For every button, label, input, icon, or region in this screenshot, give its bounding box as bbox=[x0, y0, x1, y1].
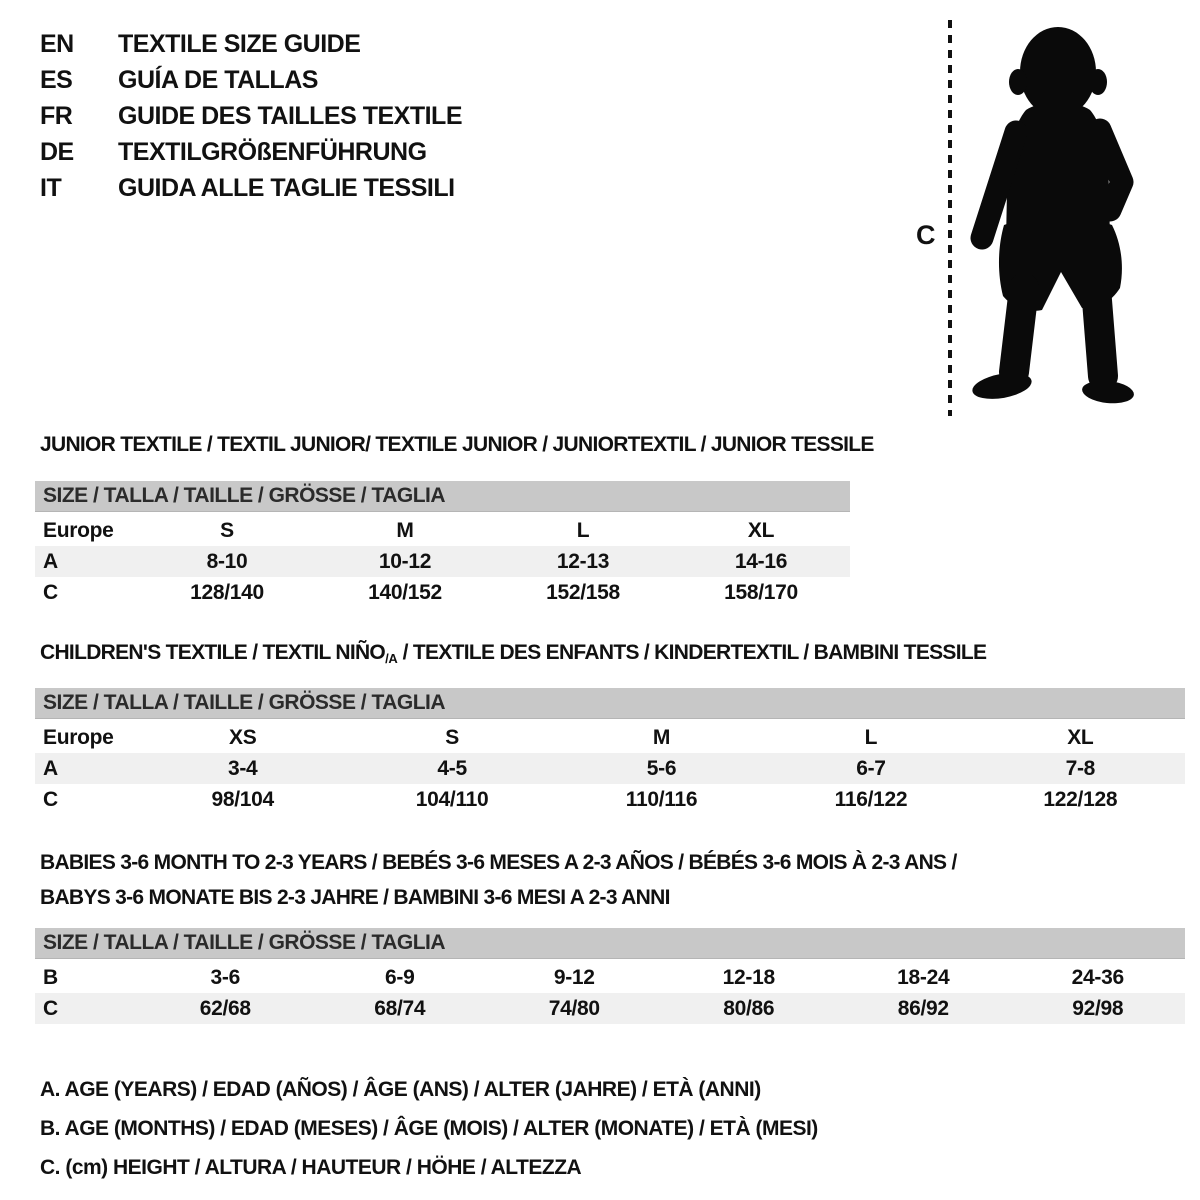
size-cell: 7-8 bbox=[1065, 757, 1096, 780]
size-cell: 4-5 bbox=[437, 757, 467, 780]
children-title-text: CHILDREN'S TEXTILE / TEXTIL NIÑO bbox=[40, 641, 386, 664]
size-cell: 68/74 bbox=[374, 997, 426, 1020]
language-title: GUIDA ALLE TAGLIE TESSILI bbox=[118, 173, 455, 202]
size-cell: 98/104 bbox=[211, 788, 274, 811]
size-cell: 128/140 bbox=[190, 581, 264, 604]
size-cell: 24-36 bbox=[1071, 966, 1124, 989]
table-row-c bbox=[35, 784, 1185, 815]
junior-table-rows bbox=[35, 515, 850, 608]
size-cell: XS bbox=[228, 726, 257, 749]
footnotes bbox=[40, 1070, 818, 1187]
language-row-de bbox=[40, 134, 462, 170]
size-cell: S bbox=[220, 519, 234, 542]
language-title: TEXTILGRÖßENFÜHRUNG bbox=[118, 137, 427, 166]
junior-size-table bbox=[35, 481, 850, 608]
table-row-a bbox=[35, 546, 850, 577]
size-cell: 152/158 bbox=[546, 581, 620, 604]
language-row-it bbox=[40, 170, 462, 206]
size-cell: S bbox=[445, 726, 459, 749]
row-label: C bbox=[43, 997, 58, 1020]
row-label: Europe bbox=[43, 519, 114, 542]
table-row-europe bbox=[35, 722, 1185, 753]
language-title: GUIDE DES TAILLES TEXTILE bbox=[118, 101, 463, 130]
size-cell: 5-6 bbox=[646, 757, 677, 780]
language-title: TEXTILE SIZE GUIDE bbox=[118, 29, 361, 58]
size-cell: 6-7 bbox=[856, 757, 886, 780]
table-row-b bbox=[35, 962, 1185, 993]
footnote-b: B. AGE (MONTHS) / EDAD (MESES) / ÂGE (MOIS) / ALTER (MONATE) / ETÀ (MESI) bbox=[40, 1117, 818, 1140]
size-cell: 12-13 bbox=[556, 550, 610, 573]
children-title-text: / TEXTILE DES ENFANTS / KINDERTEXTIL / BAMBINI TESSILE bbox=[397, 641, 987, 664]
babies-title-line2: BABYS 3-6 MONATE BIS 2-3 JAHRE / BAMBINI 3-6 MESI A 2-3 ANNI bbox=[40, 886, 670, 909]
size-cell: L bbox=[576, 519, 590, 542]
children-title-subscript: /A bbox=[385, 651, 398, 666]
babies-table-rows bbox=[35, 962, 1185, 1024]
size-cell: 14-16 bbox=[734, 550, 788, 573]
row-label: C bbox=[43, 788, 58, 811]
language-code: DE bbox=[40, 137, 74, 166]
row-label: A bbox=[43, 550, 58, 573]
babies-section-title bbox=[40, 845, 957, 915]
language-code: IT bbox=[40, 173, 62, 202]
size-cell: 3-6 bbox=[210, 966, 240, 989]
size-header-band: SIZE / TALLA / TAILLE / GRÖSSE / TAGLIA bbox=[35, 688, 1185, 719]
size-cell: 140/152 bbox=[368, 581, 442, 604]
baby-figure-area bbox=[900, 14, 1140, 424]
size-cell: L bbox=[864, 726, 878, 749]
size-cell: M bbox=[396, 519, 414, 542]
size-cell: 92/98 bbox=[1072, 997, 1124, 1020]
table-row-a bbox=[35, 753, 1185, 784]
size-cell: M bbox=[652, 726, 671, 749]
language-code: FR bbox=[40, 101, 73, 130]
row-label: Europe bbox=[43, 726, 114, 749]
size-cell: 6-9 bbox=[385, 966, 415, 989]
children-size-table bbox=[35, 688, 1185, 815]
size-cell: 9-12 bbox=[553, 966, 595, 989]
size-cell: 3-4 bbox=[227, 757, 258, 780]
language-row-es bbox=[40, 62, 462, 98]
size-cell: 80/86 bbox=[723, 997, 775, 1020]
language-code: ES bbox=[40, 65, 73, 94]
size-cell: 18-24 bbox=[897, 966, 950, 989]
language-code: EN bbox=[40, 29, 74, 58]
table-row-c bbox=[35, 577, 850, 608]
height-measure-label: C bbox=[916, 220, 936, 250]
babies-title-line1: BABIES 3-6 MONTH TO 2-3 YEARS / BEBÉS 3-6 MESES A 2-3 AÑOS / BÉBÉS 3-6 MOIS À 2-3 ANS / bbox=[40, 851, 957, 874]
size-header-band: SIZE / TALLA / TAILLE / GRÖSSE / TAGLIA bbox=[35, 928, 1185, 959]
size-cell: 158/170 bbox=[724, 581, 798, 604]
size-cell: 8-10 bbox=[206, 550, 248, 573]
table-row-europe bbox=[35, 515, 850, 546]
junior-section-title: JUNIOR TEXTILE / TEXTIL JUNIOR/ TEXTILE JUNIOR / JUNIORTEXTIL / JUNIOR TESSILE bbox=[40, 433, 874, 456]
row-label: C bbox=[43, 581, 58, 604]
size-cell: XL bbox=[747, 519, 775, 542]
size-header-band: SIZE / TALLA / TAILLE / GRÖSSE / TAGLIA bbox=[35, 481, 850, 512]
language-row-fr bbox=[40, 98, 462, 134]
language-title: GUÍA DE TALLAS bbox=[118, 65, 318, 94]
size-cell: 10-12 bbox=[378, 550, 432, 573]
size-cell: 62/68 bbox=[199, 997, 251, 1020]
table-row-c bbox=[35, 993, 1185, 1024]
size-cell: 104/110 bbox=[415, 788, 489, 811]
size-cell: 110/116 bbox=[625, 788, 698, 811]
size-cell: 122/128 bbox=[1043, 788, 1118, 811]
size-cell: 74/80 bbox=[548, 997, 600, 1020]
size-cell: XL bbox=[1067, 726, 1094, 749]
baby-silhouette-icon bbox=[970, 27, 1135, 406]
size-cell: 116/122 bbox=[834, 788, 908, 811]
footnote-a: A. AGE (YEARS) / EDAD (AÑOS) / ÂGE (ANS) / ALTER (JAHRE) / ETÀ (ANNI) bbox=[40, 1078, 761, 1101]
row-label: B bbox=[43, 966, 58, 989]
size-cell: 12-18 bbox=[722, 966, 775, 989]
babies-size-table bbox=[35, 928, 1185, 1024]
language-row-en bbox=[40, 26, 462, 62]
children-table-rows bbox=[35, 722, 1185, 815]
row-label: A bbox=[43, 757, 58, 780]
children-section-title bbox=[40, 640, 986, 672]
language-header bbox=[40, 26, 462, 206]
footnote-c: C. (cm) HEIGHT / ALTURA / HAUTEUR / HÖHE / ALTEZZA bbox=[40, 1156, 582, 1179]
size-cell: 86/92 bbox=[897, 997, 949, 1020]
